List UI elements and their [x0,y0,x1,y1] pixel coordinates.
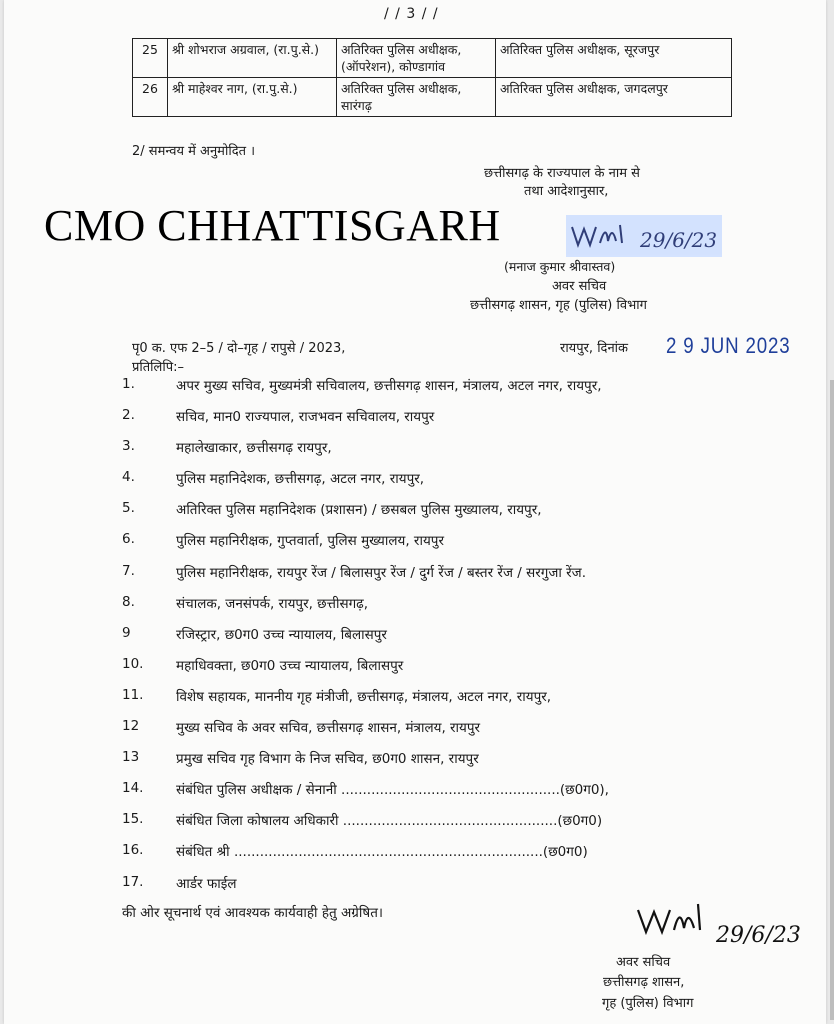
reference-number: पृ0 क. एफ 2–5 / दो–गृह / रापुसे / 2023, [132,341,346,356]
list-number: 8. [122,593,135,610]
page-number: / / 3 / / [384,6,439,22]
approval-note: 2/ समन्वय में अनुमोदित । [132,144,256,159]
copy-to-heading: प्रतिलिपि:– [132,360,184,375]
list-text: आर्डर फाईल [176,875,237,892]
table-cell-name: श्री माहेश्वर नाग, (रा.पु.से.) [168,78,337,117]
footer-state: छत्तीसगढ़ शासन, [603,975,685,990]
list-text: विशेष सहायक, माननीय गृह मंत्रीजी, छत्तीसगढ़, मंत्रालय, अटल नगर, रायपुर, [176,688,552,705]
signatory-name: (मनाज कुमार श्रीवास्तव) [504,259,616,274]
table-cell-from: अतिरिक्त पुलिस अधीक्षक, सारंगढ़ [337,78,496,117]
date-stamp: 2 9 JUN 2023 [666,333,791,358]
table-row [133,39,732,78]
signature-highlight [566,215,722,257]
table-cell-name: श्री शोभराज अग्रवाल, (रा.पु.से.) [168,39,337,78]
list-number: 12 [122,718,140,735]
list-number: 15. [122,811,144,828]
list-number: 1. [122,376,135,392]
footer-signature-icon [632,896,822,956]
list-number: 7. [122,562,135,579]
list-text: संबंधित श्री ........................................................................(छ0ग0) [176,844,588,861]
list-text: पुलिस महानिरीक्षक, रायपुर रेंज / बिलासपुर रेंज / दुर्ग रेंज / बस्तर रेंज / सरगुजा रेंज. [176,564,586,581]
table-cell-sn: 25 [133,39,168,78]
list-number: 10. [122,655,144,672]
table-cell-sn: 26 [133,78,168,117]
list-number: 5. [122,500,135,517]
list-text: प्रमुख सचिव गृह विभाग के निज सचिव, छ0ग0 शासन, रायपुर [176,751,479,768]
list-text: पुलिस महानिरीक्षक, गुप्तवार्ता, पुलिस मुख्यालय, रायपुर [176,533,444,550]
list-number: 13 [122,749,140,766]
governor-line-2: तथा आदेशानुसार, [524,184,609,199]
list-number: 6. [122,531,135,548]
footer-dept: गृह (पुलिस) विभाग [602,996,694,1011]
list-number: 14. [122,780,144,797]
signature-date: 29/6/23 [640,228,718,252]
list-text: संचालक, जनसंपर्क, रायपुर, छत्तीसगढ़, [176,595,369,612]
list-number: 11. [122,686,144,703]
list-text: संबंधित पुलिस अधीक्षक / सेनानी ...................................................(छ0ग0), [176,782,609,799]
list-text: मुख्य सचिव के अवर सचिव, छत्तीसगढ़ शासन, मंत्रालय, रायपुर [176,720,481,737]
document-page [4,0,826,1024]
signature-icon [566,215,722,257]
signatory-dept: छत्तीसगढ़ शासन, गृह (पुलिस) विभाग [470,298,647,313]
scrollbar[interactable] [830,380,834,1020]
list-text: महालेखाकार, छत्तीसगढ़ रायपुर, [176,440,332,457]
governor-line-1: छत्तीसगढ़ के राज्यपाल के नाम से [484,166,640,181]
table-row [133,78,732,117]
table-cell-from: अतिरिक्त पुलिस अधीक्षक, (ऑपरेशन), कोण्डागांव [337,39,496,78]
list-text: अपर मुख्य सचिव, मुख्यमंत्री सचिवालय, छत्तीसगढ़ शासन, मंत्रालय, अटल नगर, रायपुर, [176,378,602,394]
footer-signature-date: 29/6/23 [716,923,801,948]
transfer-table [132,38,732,117]
list-number: 2. [122,407,135,424]
closing-line: की ओर सूचनार्थ एवं आवश्यक कार्यवाही हेतु अग्रेषित। [122,905,384,921]
list-number: 17. [122,873,144,890]
list-text: रजिस्ट्रार, छ0ग0 उच्च न्यायालय, बिलासपुर [176,626,387,643]
place-date-label: रायपुर, दिनांक [560,341,629,356]
list-text: अतिरिक्त पुलिस महानिदेशक (प्रशासन) / छसबल पुलिस मुख्यालय, रायपुर, [176,502,542,519]
list-number: 4. [122,469,135,486]
list-text: महाधिवक्ता, छ0ग0 उच्च न्यायालय, बिलासपुर [176,657,404,674]
list-text: संबंधित जिला कोषालय अधिकारी ..................................................(छ0ग0) [176,813,603,830]
watermark-text: CMO CHHATTISGARH [44,201,501,250]
footer-designation: अवर सचिव [616,955,671,970]
table-cell-to: अतिरिक्त पुलिस अधीक्षक, जगदलपुर [496,78,732,117]
list-number: 16. [122,842,144,859]
list-text: पुलिस महानिदेशक, छत्तीसगढ़, अटल नगर, रायपुर, [176,471,425,488]
list-number: 3. [122,438,135,455]
list-text: सचिव, मान0 राज्यपाल, राजभवन सचिवालय, रायपुर [176,409,435,426]
signatory-designation: अवर सचिव [552,279,607,294]
table-cell-to: अतिरिक्त पुलिस अधीक्षक, सूरजपुर [496,39,732,78]
list-number: 9 [122,624,131,641]
